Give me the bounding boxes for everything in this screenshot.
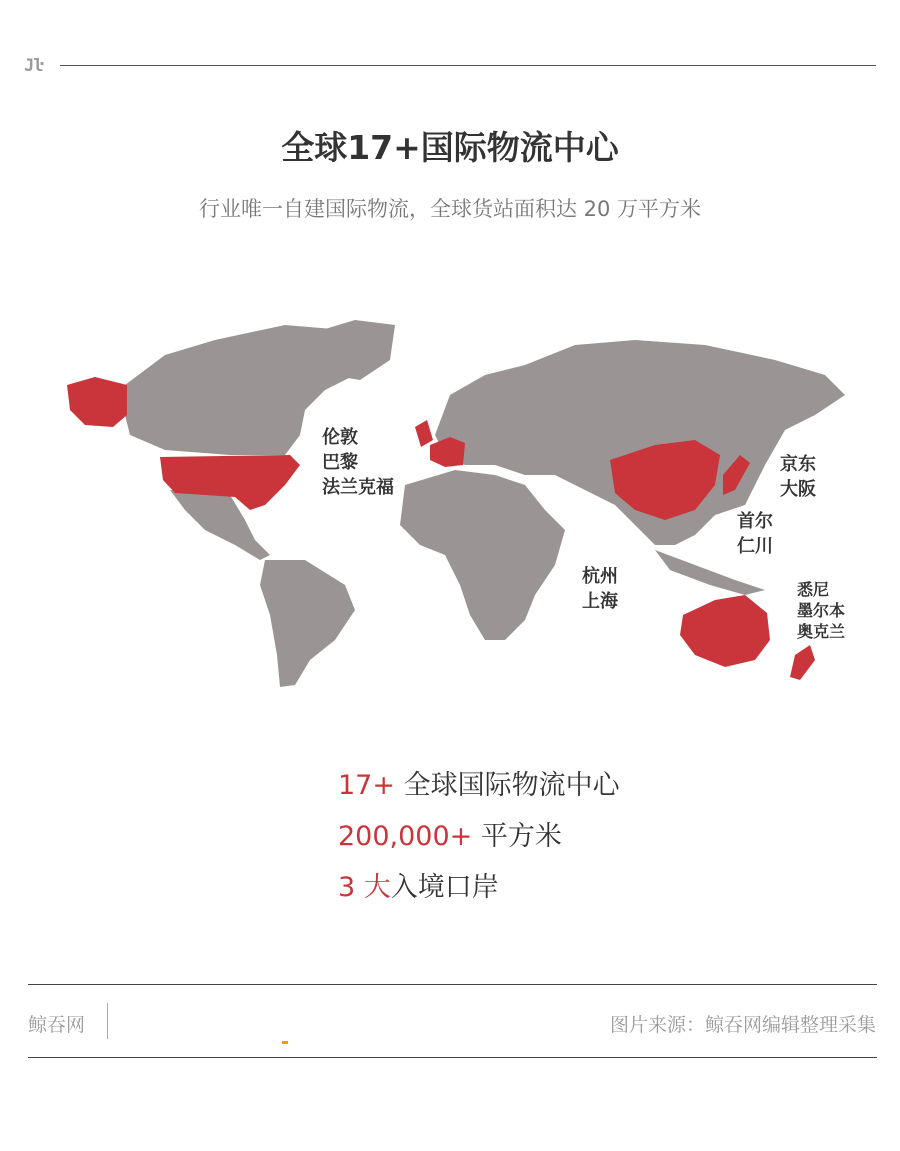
stats-list <box>338 760 620 913</box>
city-label-korea <box>737 509 773 559</box>
highlight-new-zealand <box>790 645 815 680</box>
top-divider <box>60 65 876 66</box>
stat-row <box>338 760 620 811</box>
city-tokyo: 京东 <box>780 454 816 475</box>
city-label-oceania <box>797 579 845 642</box>
city-sydney: 悉尼 <box>797 580 830 599</box>
footer-bottom-divider <box>28 1057 877 1058</box>
accent-mark <box>282 1041 288 1044</box>
city-melbourne: 墨尔本 <box>797 601 846 620</box>
stat-number: 200,000+ <box>338 821 473 852</box>
logo-mark: Jŀ <box>24 56 43 76</box>
stat-label: 入境口岸 <box>390 872 499 903</box>
city-osaka: 大阪 <box>780 479 816 500</box>
stat-row <box>338 811 620 862</box>
highlight-alaska <box>67 377 127 427</box>
page-title: 全球17+国际物流中心 <box>281 128 619 167</box>
footer-brand: 鲸吞网 <box>28 1014 86 1036</box>
stat-label: 平方米 <box>472 821 562 852</box>
city-incheon: 仁川 <box>737 536 773 557</box>
stat-number: 17+ <box>338 770 395 801</box>
city-label-japan <box>780 452 816 502</box>
city-seoul: 首尔 <box>737 511 773 532</box>
page-subtitle: 行业唯一自建国际物流，全球货站面积达 20 万平方米 <box>198 197 702 221</box>
world-map <box>55 315 855 690</box>
city-london: 伦敦 <box>322 427 358 448</box>
footer-top-divider <box>28 984 877 985</box>
city-shanghai: 上海 <box>582 591 618 612</box>
highlight-australia <box>680 595 770 667</box>
city-label-china <box>582 564 618 614</box>
city-paris: 巴黎 <box>322 452 358 473</box>
city-label-europe <box>322 425 394 500</box>
stat-label: 全球国际物流中心 <box>394 770 620 801</box>
footer-vertical-divider <box>107 1003 108 1039</box>
city-auckland: 奥克兰 <box>797 622 846 641</box>
footer-source: 图片来源：鲸吞网编辑整理采集 <box>609 1014 876 1036</box>
stat-number: 3 大 <box>338 872 391 903</box>
world-map-graphic <box>55 315 855 690</box>
highlight-uk <box>415 420 433 447</box>
land-africa <box>400 470 565 640</box>
highlight-europe <box>430 437 465 467</box>
city-hangzhou: 杭州 <box>582 566 618 587</box>
city-frankfurt: 法兰克福 <box>322 477 394 498</box>
land-south-america <box>260 560 355 687</box>
stat-row <box>338 862 620 913</box>
